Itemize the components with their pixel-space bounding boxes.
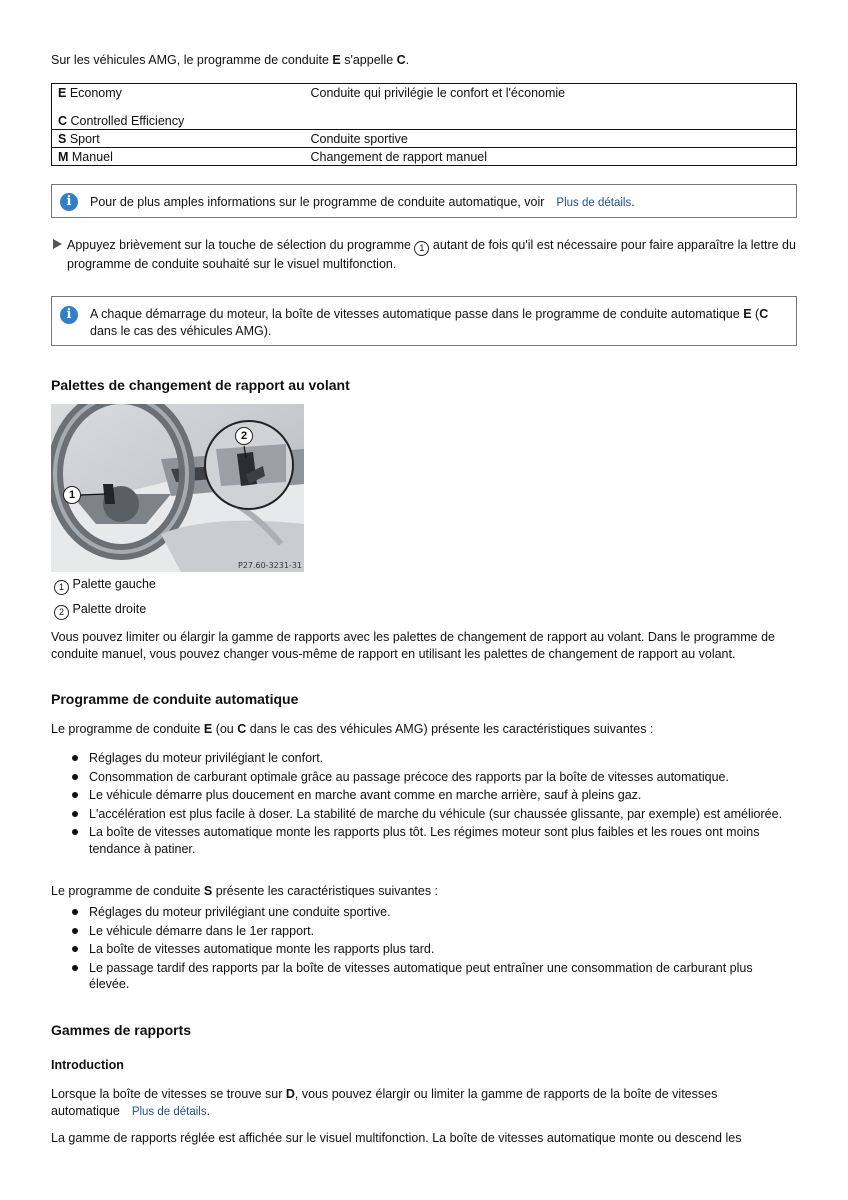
- table-row: [52, 84, 797, 102]
- lead2-pre: Le programme de conduite: [51, 884, 204, 898]
- mode-desc: Conduite sportive: [305, 130, 797, 148]
- legend-number-icon: 1: [54, 580, 69, 595]
- list-item: Le véhicule démarre dans le 1er rapport.: [51, 923, 791, 940]
- info-letter-c: C: [759, 307, 769, 321]
- lead-post: dans le cas des véhicules AMG) présente les caractéristiques suivantes :: [246, 722, 654, 736]
- legend-item: [54, 576, 156, 595]
- image-code: P27.60-3231-31: [237, 561, 302, 570]
- intro-mid: s'appelle: [340, 53, 397, 67]
- info-text-body: Pour de plus amples informations sur le programme de conduite automatique, voir: [90, 195, 545, 209]
- callout-2-icon: 2: [235, 427, 253, 445]
- mode-letter: S: [58, 132, 67, 146]
- car-interior-illustration: [51, 404, 304, 572]
- info-text-post: dans le cas des véhicules AMG).: [90, 323, 272, 338]
- intro-pre: Sur les véhicules AMG, le programme de conduite: [51, 53, 333, 67]
- intro-letter-e: E: [332, 53, 341, 67]
- info-icon: i: [60, 193, 78, 211]
- mode-desc: Changement de rapport manuel: [305, 148, 797, 166]
- table-row: [52, 148, 797, 166]
- intro-letter-c: C: [396, 53, 406, 67]
- list-item: La boîte de vitesses automatique monte les rapports plus tard.: [51, 941, 791, 958]
- lead-letter-c: C: [237, 722, 247, 736]
- instruction-text: [51, 237, 799, 273]
- info-paren: (: [755, 307, 760, 321]
- play-arrow-icon: [53, 239, 62, 249]
- list-item: Réglages du moteur privilégiant une conduite sportive.: [51, 904, 791, 921]
- mode-letter: M: [58, 150, 69, 164]
- callout-1-icon: 1: [63, 486, 81, 504]
- paragraph: [51, 721, 799, 738]
- info-text-pre: A chaque démarrage du moteur, la boîte de vitesses automatique passe dans le programme de conduite automatique: [90, 307, 744, 321]
- mode-desc: Conduite qui privilégie le confort et l'économie: [310, 86, 566, 100]
- table-row: [52, 130, 797, 148]
- steering-paddles-image: [51, 404, 304, 572]
- legend-number-icon: 2: [54, 605, 69, 620]
- legend: [54, 576, 156, 620]
- info-text-end: .: [631, 195, 635, 209]
- mode-cell: [52, 101, 305, 130]
- list-item: Réglages du moteur privilégiant le confort.: [51, 750, 791, 767]
- button-number-icon: 1: [414, 241, 429, 256]
- intro-text: [51, 52, 409, 69]
- info-box: [51, 296, 797, 346]
- bullet-list: [51, 750, 791, 859]
- drive-program-table: [51, 83, 797, 166]
- lead2-letter-s: S: [203, 884, 213, 898]
- mode-name: Controlled Efficiency: [67, 114, 185, 128]
- info-box: [51, 184, 797, 218]
- info-text: [90, 194, 776, 212]
- legend-label: Palette gauche: [72, 577, 156, 591]
- instruction-post: autant de fois qu'il est nécessaire pour faire apparaître la lettre du programme de conduite souhaité sur le visuel multifonction.: [67, 238, 796, 271]
- list-item: La boîte de vitesses automatique monte les rapports plus tôt. Les régimes moteur sont plus faibles et les roues ont moins tendance à patiner.: [51, 824, 791, 857]
- instruction-step: [51, 237, 799, 273]
- lead-pre: Le programme de conduite: [51, 722, 204, 736]
- table-row: [52, 101, 797, 130]
- paragraph: [51, 883, 799, 900]
- section-heading: Programme de conduite automatique: [51, 691, 299, 707]
- mode-letter: C: [58, 114, 68, 128]
- bullet-list: [51, 904, 791, 995]
- p1-end: .: [206, 1103, 211, 1118]
- paragraph: [51, 1086, 799, 1120]
- info-text: [90, 306, 772, 339]
- section-heading: Palettes de changement de rapport au volant: [51, 377, 350, 393]
- paragraph: La gamme de rapports réglée est affichée sur le visuel multifonction. La boîte de vitesses automatique monte ou descend les: [51, 1131, 742, 1145]
- mode-cell: [52, 130, 305, 148]
- mode-name: Sport: [66, 132, 100, 146]
- mode-cell: [52, 148, 305, 166]
- info-icon: i: [60, 306, 78, 324]
- p1-letter-d: D: [285, 1087, 295, 1101]
- details-link[interactable]: Plus de détails: [556, 197, 632, 209]
- intro-end: .: [405, 53, 410, 67]
- mode-name: Manuel: [68, 150, 113, 164]
- p1-post: , vous pouvez élargir ou limiter la gamme de rapports de la boîte de vitesses automatique: [51, 1087, 718, 1118]
- instruction-pre: Appuyez brièvement sur la touche de sélection du programme: [67, 238, 411, 252]
- list-item: Le passage tardif des rapports par la boîte de vitesses automatique peut entraîner une consommation de carburant plus élevée.: [51, 960, 791, 993]
- mode-name: Economy: [66, 86, 122, 100]
- legend-item: [54, 601, 156, 620]
- mode-cell: [52, 84, 305, 102]
- info-letter-e: E: [743, 307, 752, 321]
- mode-letter: E: [58, 86, 67, 100]
- lead2-post: présente les caractéristiques suivantes :: [212, 884, 439, 898]
- lead-letter-e: E: [203, 722, 213, 736]
- subsection-heading: Introduction: [51, 1058, 124, 1072]
- p1-pre: Lorsque la boîte de vitesses se trouve sur: [51, 1087, 286, 1101]
- mode-desc: [305, 101, 797, 130]
- list-item: Le véhicule démarre plus doucement en marche avant comme en marche arrière, sauf à pleins gaz.: [51, 787, 791, 804]
- list-item: L'accélération est plus facile à doser. La stabilité de marche du véhicule (sur chaussée glissante, par exemple) est améliorée.: [51, 806, 791, 823]
- section-heading: Gammes de rapports: [51, 1022, 192, 1038]
- details-link[interactable]: Plus de détails: [131, 1105, 207, 1118]
- list-item: Consommation de carburant optimale grâce au passage précoce des rapports par la boîte de vitesses automatique.: [51, 769, 791, 786]
- lead-mid: (ou: [212, 722, 238, 736]
- paragraph: Vous pouvez limiter ou élargir la gamme de rapports avec les palettes de changement de rapport au volant. Dans le programme de conduite manuel, vous pouvez changer vous-même de rapport en utilisant les palettes de changement de rapport au volant.: [51, 630, 776, 661]
- legend-label: Palette droite: [72, 602, 147, 616]
